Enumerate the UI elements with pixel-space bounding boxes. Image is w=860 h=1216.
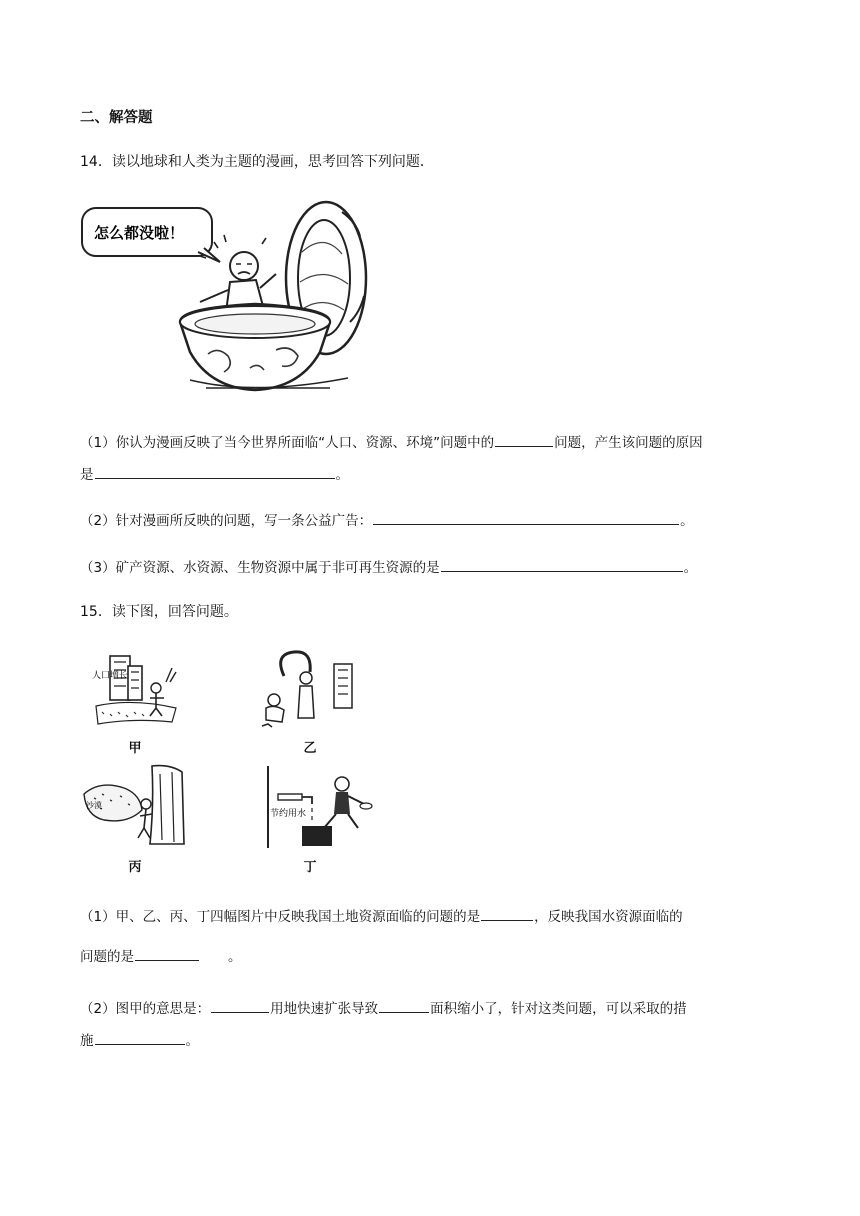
jia-label-text: 人口增长 — [92, 671, 129, 681]
q14-part1-line2 — [80, 463, 349, 483]
caption-bing: 丙 — [128, 860, 142, 875]
image-jia-urban-expansion — [92, 652, 178, 730]
q14-part2-line — [80, 509, 694, 529]
q14-part1-text-a: （1）你认为漫画反映了当今世界所面临“人口、资源、环境”问题中的 — [80, 435, 495, 451]
q15-part2-text-e: 。 — [185, 1033, 199, 1049]
q14-part1-text-b: 问题，产生该问题的原因 — [554, 435, 703, 451]
q15-part2-line2 — [80, 1029, 199, 1049]
caption-jia: 甲 — [128, 741, 142, 756]
q15-part1-line2 — [80, 945, 242, 965]
q14-part3-line — [80, 556, 697, 576]
question-15-title: 15．读下图，回答问题。 — [80, 604, 238, 620]
q15-part2-blank2[interactable] — [379, 998, 429, 1013]
q14-part1-text-d: 。 — [335, 467, 349, 483]
q15-part1-blank2[interactable] — [135, 946, 199, 961]
q15-part2-text-c: 面积缩小了，针对这类问题，可以采取的措 — [430, 1001, 687, 1017]
q15-part2-text-a: （2）图甲的意思是： — [80, 1001, 211, 1017]
caption-yi: 乙 — [303, 741, 317, 756]
q14-part3-text-a: （3）矿产资源、水资源、生物资源中属于非可再生资源的是 — [80, 560, 440, 576]
q15-part1-blank1[interactable] — [481, 906, 533, 921]
q14-part2-blank[interactable] — [373, 510, 679, 525]
q15-part1-line1 — [80, 905, 683, 925]
q15-part2-blank3[interactable] — [95, 1030, 185, 1045]
q15-part2-text-d: 施 — [80, 1033, 94, 1049]
section-title: 二、解答题 — [80, 110, 153, 126]
ding-label-text: 节约用水 — [270, 809, 307, 819]
q14-part1-line1 — [80, 431, 703, 451]
q15-part2-text-b: 用地快速扩张导致 — [270, 1001, 379, 1017]
q14-part2-text-b: 。 — [680, 513, 694, 529]
image-bing-desertification — [80, 764, 186, 848]
q14-part3-text-b: 。 — [683, 560, 698, 576]
caption-ding: 丁 — [303, 860, 317, 875]
q15-part1-text-a: （1）甲、乙、丙、丁四幅图片中反映我国土地资源面临的问题的是 — [80, 909, 481, 925]
q15-part1-text-b: ，反映我国水资源面临的 — [534, 909, 683, 925]
q14-part1-blank2[interactable] — [95, 464, 335, 479]
image-ding-save-water — [262, 764, 374, 850]
q15-part2-line1 — [80, 997, 687, 1017]
q15-part1-text-d: 。 — [228, 949, 242, 965]
earth-cartoon-image — [80, 192, 370, 398]
cartoon-speech-text: 怎么都没啦！ — [94, 224, 185, 242]
image-yi-water-pollution — [254, 646, 358, 730]
q14-part1-text-c: 是 — [80, 467, 94, 483]
q14-part1-blank1[interactable] — [495, 432, 553, 447]
bing-label-text: 沙漠 — [86, 801, 102, 810]
q15-part1-text-c: 问题的是 — [80, 949, 134, 965]
q14-part3-blank[interactable] — [441, 557, 683, 572]
question-14-title: 14．读以地球和人类为主题的漫画，思考回答下列问题． — [80, 154, 434, 170]
q14-part2-text-a: （2）针对漫画所反映的问题，写一条公益广告： — [80, 513, 373, 529]
q15-part2-blank1[interactable] — [211, 998, 269, 1013]
